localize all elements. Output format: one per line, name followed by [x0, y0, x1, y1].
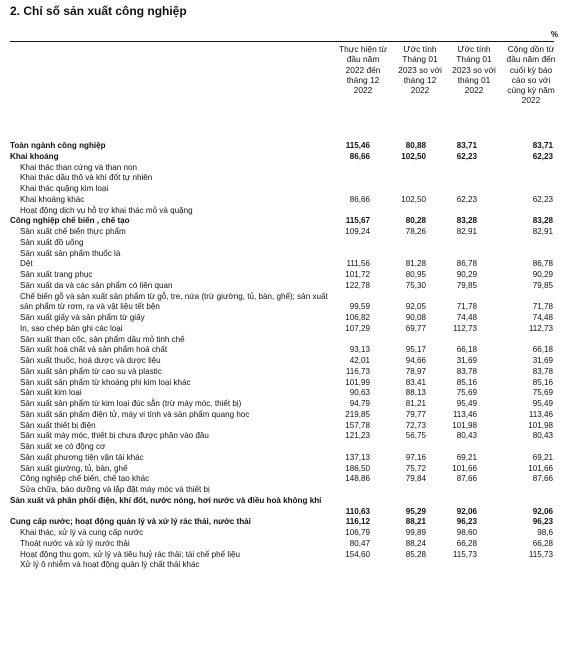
row-value-col1: 42,01	[349, 356, 370, 365]
row-label: Sản xuất sản phẩm từ khoáng phi kim loại khác	[20, 377, 191, 387]
row-value-col1: 122,78	[345, 280, 370, 290]
table-row	[0, 517, 572, 528]
row-value-col1: 90,63	[349, 388, 370, 398]
row-label: Sản xuất than cốc, sản phẩm dầu mỏ tinh chế	[20, 334, 185, 344]
row-value-col4: 74,48	[532, 313, 553, 322]
row-label: Sản xuất giấy và sản phẩm từ giấy	[20, 313, 145, 322]
row-label: Sản xuất đồ uống	[20, 237, 84, 247]
row-label: Hoạt động dịch vụ hỗ trợ khai thác mỏ và quặng	[20, 205, 193, 215]
row-label: Thoát nước và xử lý nước thải	[20, 538, 130, 548]
row-value-col1: 107,29	[345, 323, 370, 333]
row-value-col2: 102,50	[401, 194, 426, 204]
row-value-col4: 62,23	[532, 194, 553, 204]
table-row	[0, 367, 572, 378]
table-row	[0, 195, 572, 206]
row-value-col3: 66,18	[456, 345, 477, 355]
row-label: Sản xuất sản phẩm từ cao su và plastic	[20, 366, 162, 376]
row-value-col2: 80,88	[405, 141, 426, 150]
column-header-jan-vs-dec: Ước tính Tháng 01 2023 so với tháng 12 2022	[398, 44, 442, 96]
row-value-col2: 75,30	[405, 280, 426, 290]
row-label: Sản xuất da và các sản phẩm có liên quan	[20, 280, 173, 290]
row-value-col4: 115,73	[528, 549, 553, 559]
row-value-col3: 101,98	[452, 420, 477, 430]
row-value-col1: 101,99	[345, 377, 370, 387]
row-value-col3: 90,29	[456, 270, 477, 279]
row-label: Khai thác than cứng và than non	[20, 162, 138, 172]
table-row	[0, 421, 572, 432]
table-row	[0, 528, 572, 539]
table-row	[0, 259, 572, 270]
row-value-col2: 81,28	[405, 259, 426, 269]
row-label: Dệt	[20, 259, 33, 269]
table-row	[0, 216, 572, 227]
row-value-col3: 86,78	[456, 259, 477, 269]
row-value-col2: 79,84	[405, 474, 426, 484]
row-value-col2: 97,16	[405, 452, 426, 462]
row-value-col4: 66,18	[532, 345, 553, 355]
row-value-col4: 69,21	[532, 452, 553, 462]
table-row	[0, 184, 572, 195]
row-label: Sửa chữa, bảo dưỡng và lắp đặt máy móc và thiết bị	[20, 485, 210, 494]
table-row	[0, 388, 572, 399]
row-value-col4: 83,78	[532, 366, 553, 376]
row-value-col2: 88,21	[405, 517, 426, 527]
row-value-col4: 101,98	[528, 420, 553, 430]
column-header-jan-vs-jan: Ước tính Tháng 01 2023 so với tháng 01 2022	[452, 44, 496, 96]
table-row	[0, 227, 572, 238]
row-value-col2: 88,13	[405, 388, 426, 398]
row-label: Công nghiệp chế biến , chế tạo	[10, 216, 130, 226]
column-header-cumulative: Cộng dồn từ đầu năm đến cuối kỳ báo cáo so với cùng kỳ năm 2022	[506, 44, 556, 106]
row-label: Hoạt động thu gom, xử lý và tiêu huỷ rác thải; tái chế phế liệu	[20, 549, 241, 559]
table-row	[0, 206, 572, 217]
row-value-col4: 85,16	[532, 377, 553, 387]
row-value-col4: 83,28	[532, 216, 553, 226]
row-value-col3: 85,16	[456, 377, 477, 387]
row-value-col1: 111,56	[346, 259, 370, 269]
row-value-col1: 154,60	[345, 549, 370, 559]
row-value-col3: 115,73	[452, 549, 477, 559]
row-value-col3: 80,43	[456, 431, 477, 441]
row-value-col3: 83,28	[456, 216, 477, 226]
row-value-col1: 94,79	[349, 399, 370, 408]
row-value-col4: 79,85	[532, 280, 553, 290]
table-row	[0, 550, 572, 561]
table-row	[0, 163, 572, 174]
row-value-col2: 94,66	[405, 356, 426, 365]
row-label: In, sao chép bản ghi các loại	[20, 323, 123, 333]
row-value-col4: 101,66	[528, 463, 553, 473]
row-value-col3: 82,91	[456, 227, 477, 236]
row-label: Sản xuất sản phẩm từ kim loại đúc sẵn (trừ máy móc, thiết bị)	[20, 399, 242, 408]
row-value-col4: 71,78	[532, 302, 553, 312]
row-value-col4: 83,71	[532, 141, 553, 150]
row-value-col2: 72,73	[405, 420, 426, 430]
row-value-col1: 116,12	[345, 517, 370, 527]
data-table	[0, 141, 572, 571]
row-value-col3: 83,78	[456, 366, 477, 376]
table-row	[0, 431, 572, 442]
row-label: Sản xuất máy móc, thiết bị chưa được phân vào đâu	[20, 431, 209, 441]
table-row	[0, 378, 572, 389]
row-value-col1: 110,63	[345, 506, 370, 516]
row-label: Sản xuất chế biến thực phẩm	[20, 227, 126, 236]
row-value-col4: 62,23	[532, 151, 553, 161]
row-label: Sản xuất xe có động cơ	[20, 442, 106, 451]
table-row	[0, 292, 572, 314]
row-value-col2: 88,24	[405, 538, 426, 548]
row-value-col1: 93,13	[349, 345, 370, 355]
row-value-col1: 219,85	[345, 409, 370, 419]
row-label: Sản xuất sản phẩm thuốc lá	[20, 248, 121, 258]
column-header-ytd-2022: Thực hiện từ đầu năm 2022 đến tháng 12 2022	[339, 44, 387, 96]
row-value-col4: 92,06	[532, 506, 553, 516]
table-row	[0, 539, 572, 550]
row-value-col3: 31,69	[456, 356, 477, 365]
row-value-col2: 79,77	[405, 409, 426, 419]
row-value-col1: 148,86	[345, 474, 370, 484]
row-value-col3: 79,85	[456, 280, 477, 290]
row-value-col3: 92,06	[456, 506, 477, 516]
row-value-col2: 102,50	[401, 151, 426, 161]
row-label: Khai thác dầu thô và khí đốt tự nhiên	[20, 173, 153, 183]
row-value-col3: 74,48	[456, 313, 477, 322]
row-label: Toàn ngành công nghiệp	[10, 141, 106, 150]
row-value-col4: 87,66	[532, 474, 553, 484]
row-value-col1: 186,50	[345, 463, 370, 473]
row-value-col4: 113,46	[528, 409, 553, 419]
row-value-col1: 109,24	[345, 227, 370, 236]
row-label: Xử lý ô nhiễm và hoạt động quản lý chất thải khác	[20, 560, 200, 570]
row-label: Sản xuất kim loại	[20, 388, 82, 398]
unit-label: %	[550, 30, 558, 39]
table-row	[0, 410, 572, 421]
row-value-col2: 75,72	[405, 463, 426, 473]
row-value-col1: 106,82	[345, 313, 370, 322]
table-row	[0, 152, 572, 163]
row-label: Công nghiệp chế biến, chế tạo khác	[20, 474, 150, 484]
row-value-col2: 81,21	[405, 399, 426, 408]
row-label: Sản xuất sản phẩm điện tử, máy vi tính và sản phẩm quang học	[20, 409, 250, 419]
row-value-col2: 56,75	[405, 431, 426, 441]
table-row	[0, 560, 572, 571]
row-value-col1: 115,46	[345, 141, 370, 150]
row-value-col4: 82,91	[532, 227, 553, 236]
row-label: Sản xuất và phân phối điện, khí đốt, nước nóng, hơi nước và điều hoà không khí	[10, 495, 322, 505]
row-value-col2: 80,28	[405, 216, 426, 226]
row-label: Cung cấp nước; hoạt động quản lý và xử lý rác thải, nước thải	[10, 517, 251, 527]
row-value-col2: 95,17	[405, 345, 426, 355]
table-row	[0, 173, 572, 184]
row-value-col3: 71,78	[456, 302, 477, 312]
row-label: Khai khoáng	[10, 151, 59, 161]
row-value-col3: 83,71	[456, 141, 477, 150]
row-value-col3: 69,21	[456, 452, 477, 462]
row-value-col3: 62,23	[456, 194, 477, 204]
table-row	[0, 335, 572, 346]
table-row	[0, 485, 572, 496]
table-row	[0, 442, 572, 453]
table-row	[0, 453, 572, 464]
table-row	[0, 474, 572, 485]
table-row	[0, 249, 572, 260]
row-label: Khai thác, xử lý và cung cấp nước	[20, 528, 144, 537]
table-row	[0, 238, 572, 249]
row-value-col2: 78,26	[405, 227, 426, 236]
row-value-col3: 95,49	[456, 399, 477, 408]
table-row	[0, 281, 572, 292]
row-value-col4: 86,78	[532, 259, 553, 269]
row-value-col2: 83,41	[405, 377, 426, 387]
row-value-col4: 31,69	[532, 356, 553, 365]
row-value-col2: 85,28	[405, 549, 426, 559]
row-value-col4: 98,6	[537, 528, 553, 537]
row-value-col2: 92,05	[405, 302, 426, 312]
row-label: Sản xuất giường, tủ, bàn, ghế	[20, 463, 128, 473]
row-value-col1: 86,66	[349, 194, 370, 204]
row-value-col3: 113,46	[452, 409, 477, 419]
row-value-col4: 66,28	[532, 538, 553, 548]
row-label: Sản xuất thuốc, hoá dược và dược liệu	[20, 356, 161, 365]
row-value-col1: 137,13	[345, 452, 370, 462]
row-label: Khai thác quặng kim loại	[20, 184, 109, 193]
row-value-col1: 80,47	[349, 538, 370, 548]
table-row	[0, 496, 572, 518]
row-value-col4: 75,69	[532, 388, 553, 398]
row-value-col2: 95,29	[405, 506, 426, 516]
row-label: Sản xuất trang phục	[20, 270, 93, 279]
row-value-col4: 112,73	[528, 323, 553, 333]
table-row	[0, 399, 572, 410]
table-row	[0, 313, 572, 324]
row-value-col3: 62,23	[456, 151, 477, 161]
row-value-col4: 80,43	[532, 431, 553, 441]
row-value-col3: 66,28	[456, 538, 477, 548]
header-rule	[10, 41, 554, 42]
table-row	[0, 324, 572, 335]
table-row	[0, 356, 572, 367]
row-value-col4: 95,49	[532, 399, 553, 408]
row-value-col3: 101,66	[452, 463, 477, 473]
row-value-col2: 90,08	[405, 313, 426, 322]
row-value-col3: 112,73	[452, 323, 477, 333]
row-value-col1: 116,73	[345, 366, 370, 376]
row-value-col2: 69,77	[405, 323, 426, 333]
row-value-col3: 75,69	[456, 388, 477, 398]
row-label: Khai khoáng khác	[20, 194, 85, 204]
table-row	[0, 464, 572, 475]
row-value-col1: 157,78	[345, 420, 370, 430]
row-label: Sản xuất hoá chất và sản phẩm hoá chất	[20, 345, 168, 355]
row-value-col1: 99,59	[349, 302, 370, 312]
row-value-col3: 87,66	[456, 474, 477, 484]
row-value-col1: 101,72	[345, 270, 370, 279]
row-value-col2: 78,97	[405, 366, 426, 376]
row-value-col3: 96,23	[456, 517, 477, 527]
row-label: Sản xuất thiết bị điện	[20, 420, 96, 430]
row-value-col4: 90,29	[532, 270, 553, 279]
row-value-col2: 99,89	[405, 528, 426, 537]
row-value-col1: 121,23	[345, 431, 370, 441]
table-row	[0, 345, 572, 356]
row-value-col1: 115,67	[345, 216, 370, 226]
row-value-col1: 86,66	[349, 151, 370, 161]
table-row	[0, 270, 572, 281]
row-label: Chế biến gỗ và sản xuất sản phẩm từ gỗ, tre, nứa (trừ giường, tủ, bàn, ghế); sản xuất sản phẩm từ rơm, rạ và vật liệu tết bện	[20, 291, 328, 312]
table-row	[0, 141, 572, 152]
page-title: 2. Chỉ số sản xuất công nghiệp	[10, 4, 187, 18]
row-value-col3: 98,60	[456, 528, 477, 537]
row-value-col4: 96,23	[532, 517, 553, 527]
row-value-col1: 106,79	[345, 528, 370, 537]
row-label: Sản xuất phương tiện vận tải khác	[20, 452, 144, 462]
row-value-col2: 80,95	[405, 270, 426, 279]
